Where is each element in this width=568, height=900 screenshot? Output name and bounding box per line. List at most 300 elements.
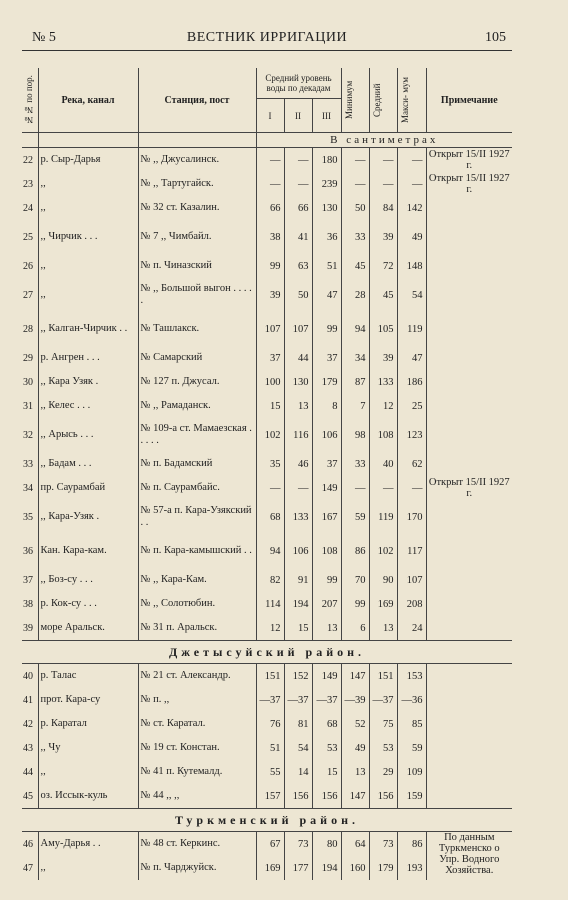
min-value: 147 xyxy=(341,664,369,689)
river-name: р. Каратал xyxy=(38,712,138,736)
row-number: 34 xyxy=(23,482,33,494)
min-value: 28 xyxy=(341,278,369,312)
col-max: Макси- мум xyxy=(397,68,426,133)
station-name: № ,, Большой выгон . . . . . xyxy=(138,278,256,312)
decade-3-value: 36 xyxy=(312,220,341,254)
journal-title: ВЕСТНИК ИРРИГАЦИИ xyxy=(186,30,348,45)
decade-1-value: — xyxy=(256,476,284,500)
decade-2-value: 46 xyxy=(284,452,312,476)
min-value: 70 xyxy=(341,568,369,592)
section-jetysu xyxy=(22,641,512,664)
mid-value: 133 xyxy=(369,370,397,394)
row-number: 35 xyxy=(23,511,33,523)
table-body-jetysu xyxy=(22,664,512,809)
table-row xyxy=(22,394,512,418)
min-value: 7 xyxy=(341,394,369,418)
station-name: № Самарский xyxy=(138,346,256,370)
decade-2-value: 15 xyxy=(284,616,312,641)
mid-value: 73 xyxy=(369,832,397,857)
table-row xyxy=(22,592,512,616)
note-cell xyxy=(426,394,512,418)
max-value: 123 xyxy=(397,418,426,452)
row-number: 30 xyxy=(23,376,33,388)
decade-1-value: 37 xyxy=(256,346,284,370)
min-value: 86 xyxy=(341,534,369,568)
decade-1-value: 151 xyxy=(256,664,284,689)
mid-value: 84 xyxy=(369,196,397,220)
row-number: 37 xyxy=(23,574,33,586)
table-row xyxy=(22,254,512,278)
mid-value: 151 xyxy=(369,664,397,689)
table-row xyxy=(22,196,512,220)
note-cell xyxy=(426,688,512,712)
station-name: № п. ,, xyxy=(138,688,256,712)
decade-2-value: 81 xyxy=(284,712,312,736)
mid-value: 102 xyxy=(369,534,397,568)
decade-1-value: — xyxy=(256,148,284,173)
mid-value: 12 xyxy=(369,394,397,418)
max-value: 85 xyxy=(397,712,426,736)
max-value: 117 xyxy=(397,534,426,568)
decade-3-value: 13 xyxy=(312,616,341,641)
col-note: Примечание xyxy=(426,68,512,133)
table-row xyxy=(22,370,512,394)
min-value: 147 xyxy=(341,784,369,809)
decade-1-value: 12 xyxy=(256,616,284,641)
row-number: 24 xyxy=(23,202,33,214)
note-cell xyxy=(426,712,512,736)
min-value: — xyxy=(341,172,369,196)
station-name: № 48 ст. Керкинс. xyxy=(138,832,256,857)
decade-3-value: 207 xyxy=(312,592,341,616)
table-row xyxy=(22,664,512,689)
river-name: ,, Бадам . . . xyxy=(38,452,138,476)
mid-value: 119 xyxy=(369,500,397,534)
max-value: 62 xyxy=(397,452,426,476)
station-name: № п. Бадамский xyxy=(138,452,256,476)
station-name: № п. Чарджуйск. xyxy=(138,856,256,880)
max-value: 25 xyxy=(397,394,426,418)
min-value: 13 xyxy=(341,760,369,784)
row-number: 33 xyxy=(23,458,33,470)
river-name: р. Талас xyxy=(38,664,138,689)
col-d1: I xyxy=(256,99,284,133)
river-name: ,, xyxy=(38,196,138,220)
decade-3-value: 106 xyxy=(312,418,341,452)
note-cell xyxy=(426,784,512,809)
note-cell: Открыт 15/II 1927 г. xyxy=(426,148,512,173)
river-name: р. Сыр-Дарья xyxy=(38,148,138,173)
decade-1-value: 82 xyxy=(256,568,284,592)
note-cell xyxy=(426,418,512,452)
decade-2-value: 106 xyxy=(284,534,312,568)
row-number: 47 xyxy=(23,862,33,874)
decade-1-value: 76 xyxy=(256,712,284,736)
river-name: прот. Кара-су xyxy=(38,688,138,712)
mid-value: 45 xyxy=(369,278,397,312)
decade-3-value: 180 xyxy=(312,148,341,173)
min-value: 94 xyxy=(341,312,369,346)
decade-1-value: 114 xyxy=(256,592,284,616)
row-number: 43 xyxy=(23,742,33,754)
row-number: 42 xyxy=(23,718,33,730)
row-number: 27 xyxy=(23,289,33,301)
station-name: № ,, Солотюбин. xyxy=(138,592,256,616)
river-name: ,, Кара-Узяк . xyxy=(38,500,138,534)
station-name: № ,, Рамаданск. xyxy=(138,394,256,418)
table-row xyxy=(22,452,512,476)
max-value: — xyxy=(397,148,426,173)
river-name: Кан. Кара-кам. xyxy=(38,534,138,568)
max-value: 119 xyxy=(397,312,426,346)
min-value: 6 xyxy=(341,616,369,641)
decade-3-value: 167 xyxy=(312,500,341,534)
table-row xyxy=(22,346,512,370)
decade-1-value: 157 xyxy=(256,784,284,809)
decade-2-value: 156 xyxy=(284,784,312,809)
row-number: 45 xyxy=(23,790,33,802)
decade-2-value: 63 xyxy=(284,254,312,278)
max-value: —36 xyxy=(397,688,426,712)
max-value: — xyxy=(397,476,426,500)
decade-3-value: 99 xyxy=(312,568,341,592)
decade-2-value: 54 xyxy=(284,736,312,760)
note-cell xyxy=(426,346,512,370)
mid-value: 53 xyxy=(369,736,397,760)
decade-1-value: 38 xyxy=(256,220,284,254)
table-row xyxy=(22,616,512,641)
station-name: № ,, Джусалинск. xyxy=(138,148,256,173)
mid-value: 105 xyxy=(369,312,397,346)
decade-3-value: —37 xyxy=(312,688,341,712)
section-title: Туркменский район. xyxy=(22,809,512,832)
decade-2-value: 91 xyxy=(284,568,312,592)
section-title: Джетысуйский район. xyxy=(22,641,512,664)
row-number: 40 xyxy=(23,670,33,682)
river-name: ,, xyxy=(38,254,138,278)
decade-3-value: 8 xyxy=(312,394,341,418)
decade-1-value: — xyxy=(256,172,284,196)
min-value: — xyxy=(341,476,369,500)
decade-1-value: 39 xyxy=(256,278,284,312)
decade-2-value: — xyxy=(284,148,312,173)
max-value: 86 xyxy=(397,832,426,857)
decade-2-value: 66 xyxy=(284,196,312,220)
decade-3-value: 15 xyxy=(312,760,341,784)
min-value: 87 xyxy=(341,370,369,394)
min-value: 64 xyxy=(341,832,369,857)
decade-2-value: 152 xyxy=(284,664,312,689)
row-number: 38 xyxy=(23,598,33,610)
table-row xyxy=(22,736,512,760)
note-cell: Открыт 15/II 1927 г. xyxy=(426,172,512,196)
max-value: 142 xyxy=(397,196,426,220)
station-name: № ст. Каратал. xyxy=(138,712,256,736)
table-row xyxy=(22,534,512,568)
decade-1-value: 169 xyxy=(256,856,284,880)
note-cell xyxy=(426,616,512,641)
min-value: 98 xyxy=(341,418,369,452)
table-row xyxy=(22,220,512,254)
water-level-table xyxy=(22,68,512,880)
note-cell: Открыт 15/II 1927 г. xyxy=(426,476,512,500)
table-row xyxy=(22,476,512,500)
note-cell xyxy=(426,196,512,220)
mid-value: 156 xyxy=(369,784,397,809)
river-name: ,, Арысь . . . xyxy=(38,418,138,452)
station-name: № 109-а ст. Мамаезская . . . . . xyxy=(138,418,256,452)
decade-3-value: 130 xyxy=(312,196,341,220)
note-cell xyxy=(426,254,512,278)
station-name: № ,, Тартугайск. xyxy=(138,172,256,196)
table-row xyxy=(22,172,512,196)
min-value: 50 xyxy=(341,196,369,220)
min-value: 49 xyxy=(341,736,369,760)
max-value: 47 xyxy=(397,346,426,370)
table-row xyxy=(22,568,512,592)
table-row xyxy=(22,712,512,736)
min-value: 45 xyxy=(341,254,369,278)
mid-value: —37 xyxy=(369,688,397,712)
mid-value: — xyxy=(369,148,397,173)
max-value: 159 xyxy=(397,784,426,809)
river-name: пр. Саурамбай xyxy=(38,476,138,500)
note-cell xyxy=(426,592,512,616)
decade-2-value: 44 xyxy=(284,346,312,370)
mid-value: 13 xyxy=(369,616,397,641)
river-name: ,, Чу xyxy=(38,736,138,760)
max-value: 208 xyxy=(397,592,426,616)
table-row xyxy=(22,500,512,534)
station-name: № 57-а п. Кара-Узякский . . xyxy=(138,500,256,534)
row-number: 36 xyxy=(23,545,33,557)
row-number: 26 xyxy=(23,260,33,272)
decade-2-value: 50 xyxy=(284,278,312,312)
min-value: 59 xyxy=(341,500,369,534)
min-value: 33 xyxy=(341,452,369,476)
mid-value: — xyxy=(369,476,397,500)
decade-1-value: 15 xyxy=(256,394,284,418)
section-turkmen xyxy=(22,809,512,832)
decade-3-value: 149 xyxy=(312,476,341,500)
table-row xyxy=(22,688,512,712)
decade-2-value: — xyxy=(284,172,312,196)
river-name: ,, xyxy=(38,278,138,312)
mid-value: 39 xyxy=(369,346,397,370)
river-name: р. Кок-су . . . xyxy=(38,592,138,616)
river-name: Аму-Дарья . . xyxy=(38,832,138,857)
row-number: 41 xyxy=(23,694,33,706)
row-number: 23 xyxy=(23,178,33,190)
note-cell xyxy=(426,736,512,760)
decade-1-value: 51 xyxy=(256,736,284,760)
decade-2-value: 130 xyxy=(284,370,312,394)
mid-value: 72 xyxy=(369,254,397,278)
row-number: 46 xyxy=(23,838,33,850)
river-name: ,, Кара Узяк . xyxy=(38,370,138,394)
note-cell xyxy=(426,568,512,592)
max-value: 170 xyxy=(397,500,426,534)
row-number: 31 xyxy=(23,400,33,412)
decade-2-value: 194 xyxy=(284,592,312,616)
station-name: № 127 п. Джусал. xyxy=(138,370,256,394)
col-no: №№ по пор. xyxy=(22,68,38,133)
row-number: 22 xyxy=(23,154,33,166)
decade-3-value: 51 xyxy=(312,254,341,278)
max-value: 49 xyxy=(397,220,426,254)
station-name: № 19 ст. Констан. xyxy=(138,736,256,760)
decade-2-value: —37 xyxy=(284,688,312,712)
decade-2-value: 177 xyxy=(284,856,312,880)
table-row xyxy=(22,278,512,312)
decade-2-value: — xyxy=(284,476,312,500)
max-value: 107 xyxy=(397,568,426,592)
table-body-main xyxy=(22,148,512,641)
col-mid: Средний xyxy=(369,68,397,133)
decade-3-value: 239 xyxy=(312,172,341,196)
table-row xyxy=(22,418,512,452)
station-name: № 41 п. Кутемалд. xyxy=(138,760,256,784)
col-avg-level: Средний уровень воды по декадам xyxy=(256,68,341,99)
decade-2-value: 14 xyxy=(284,760,312,784)
river-name: ,, xyxy=(38,172,138,196)
mid-value: 40 xyxy=(369,452,397,476)
min-value: —39 xyxy=(341,688,369,712)
note-cell xyxy=(426,220,512,254)
col-d3: III xyxy=(312,99,341,133)
station-name: № п. Чиназский xyxy=(138,254,256,278)
row-number: 44 xyxy=(23,766,33,778)
note-cell xyxy=(426,500,512,534)
river-name: ,, xyxy=(38,856,138,880)
decade-1-value: 66 xyxy=(256,196,284,220)
station-name: № 32 ст. Казалин. xyxy=(138,196,256,220)
decade-3-value: 80 xyxy=(312,832,341,857)
note-cell: По данным Туркменско о Упр. Водного Хозяйства. xyxy=(426,832,512,881)
river-name: ,, Чирчик . . . xyxy=(38,220,138,254)
mid-value: 169 xyxy=(369,592,397,616)
table-row xyxy=(22,148,512,173)
note-cell xyxy=(426,664,512,689)
table-row xyxy=(22,784,512,809)
max-value: 59 xyxy=(397,736,426,760)
decade-3-value: 47 xyxy=(312,278,341,312)
decade-2-value: 73 xyxy=(284,832,312,857)
station-name: № п. Саурамбайс. xyxy=(138,476,256,500)
decade-3-value: 68 xyxy=(312,712,341,736)
note-cell xyxy=(426,370,512,394)
decade-2-value: 116 xyxy=(284,418,312,452)
decade-1-value: 68 xyxy=(256,500,284,534)
page-header xyxy=(28,30,506,52)
max-value: 186 xyxy=(397,370,426,394)
decade-3-value: 156 xyxy=(312,784,341,809)
col-d2: II xyxy=(284,99,312,133)
max-value: 54 xyxy=(397,278,426,312)
station-name: № п. Кара-камышский . . xyxy=(138,534,256,568)
river-name: ,, Боз-су . . . xyxy=(38,568,138,592)
min-value: 99 xyxy=(341,592,369,616)
decade-3-value: 179 xyxy=(312,370,341,394)
mid-value: 29 xyxy=(369,760,397,784)
row-number: 32 xyxy=(23,429,33,441)
station-name: № 7 ,, Чимбайл. xyxy=(138,220,256,254)
mid-value: 75 xyxy=(369,712,397,736)
min-value: 33 xyxy=(341,220,369,254)
col-river: Река, канал xyxy=(38,68,138,133)
station-name: № Ташлакск. xyxy=(138,312,256,346)
decade-3-value: 108 xyxy=(312,534,341,568)
max-value: 153 xyxy=(397,664,426,689)
units-label: В сантиметрах xyxy=(256,133,512,148)
river-name: оз. Иссык-куль xyxy=(38,784,138,809)
mid-value: 108 xyxy=(369,418,397,452)
river-name: р. Ангрен . . . xyxy=(38,346,138,370)
decade-3-value: 149 xyxy=(312,664,341,689)
note-cell xyxy=(426,760,512,784)
max-value: 148 xyxy=(397,254,426,278)
decade-2-value: 107 xyxy=(284,312,312,346)
decade-1-value: 35 xyxy=(256,452,284,476)
decade-1-value: 100 xyxy=(256,370,284,394)
decade-2-value: 13 xyxy=(284,394,312,418)
note-cell xyxy=(426,534,512,568)
page-number: 105 xyxy=(485,30,506,45)
station-name: № 44 ,, ,, xyxy=(138,784,256,809)
mid-value: 90 xyxy=(369,568,397,592)
decade-2-value: 133 xyxy=(284,500,312,534)
issue-number: № 5 xyxy=(32,30,56,45)
col-station: Станция, пост xyxy=(138,68,256,133)
header-rule xyxy=(22,50,512,51)
table-row xyxy=(22,832,512,857)
min-value: 160 xyxy=(341,856,369,880)
decade-1-value: 99 xyxy=(256,254,284,278)
table-body-turkmen xyxy=(22,832,512,881)
decade-3-value: 37 xyxy=(312,452,341,476)
max-value: — xyxy=(397,172,426,196)
row-number: 29 xyxy=(23,352,33,364)
min-value: 34 xyxy=(341,346,369,370)
river-name: ,, xyxy=(38,760,138,784)
station-name: № 31 п. Аральск. xyxy=(138,616,256,641)
mid-value: — xyxy=(369,172,397,196)
station-name: № 21 ст. Александр. xyxy=(138,664,256,689)
note-cell xyxy=(426,312,512,346)
max-value: 193 xyxy=(397,856,426,880)
mid-value: 39 xyxy=(369,220,397,254)
table-row xyxy=(22,312,512,346)
river-name: море Аральск. xyxy=(38,616,138,641)
row-number: 25 xyxy=(23,231,33,243)
decade-3-value: 53 xyxy=(312,736,341,760)
max-value: 109 xyxy=(397,760,426,784)
min-value: 52 xyxy=(341,712,369,736)
note-cell xyxy=(426,278,512,312)
decade-1-value: —37 xyxy=(256,688,284,712)
col-min: Минимум xyxy=(341,68,369,133)
row-number: 28 xyxy=(23,323,33,335)
note-cell xyxy=(426,452,512,476)
mid-value: 179 xyxy=(369,856,397,880)
decade-3-value: 194 xyxy=(312,856,341,880)
decade-3-value: 37 xyxy=(312,346,341,370)
table-row xyxy=(22,760,512,784)
decade-1-value: 94 xyxy=(256,534,284,568)
row-number: 39 xyxy=(23,622,33,634)
station-name: № ,, Кара-Кам. xyxy=(138,568,256,592)
max-value: 24 xyxy=(397,616,426,641)
